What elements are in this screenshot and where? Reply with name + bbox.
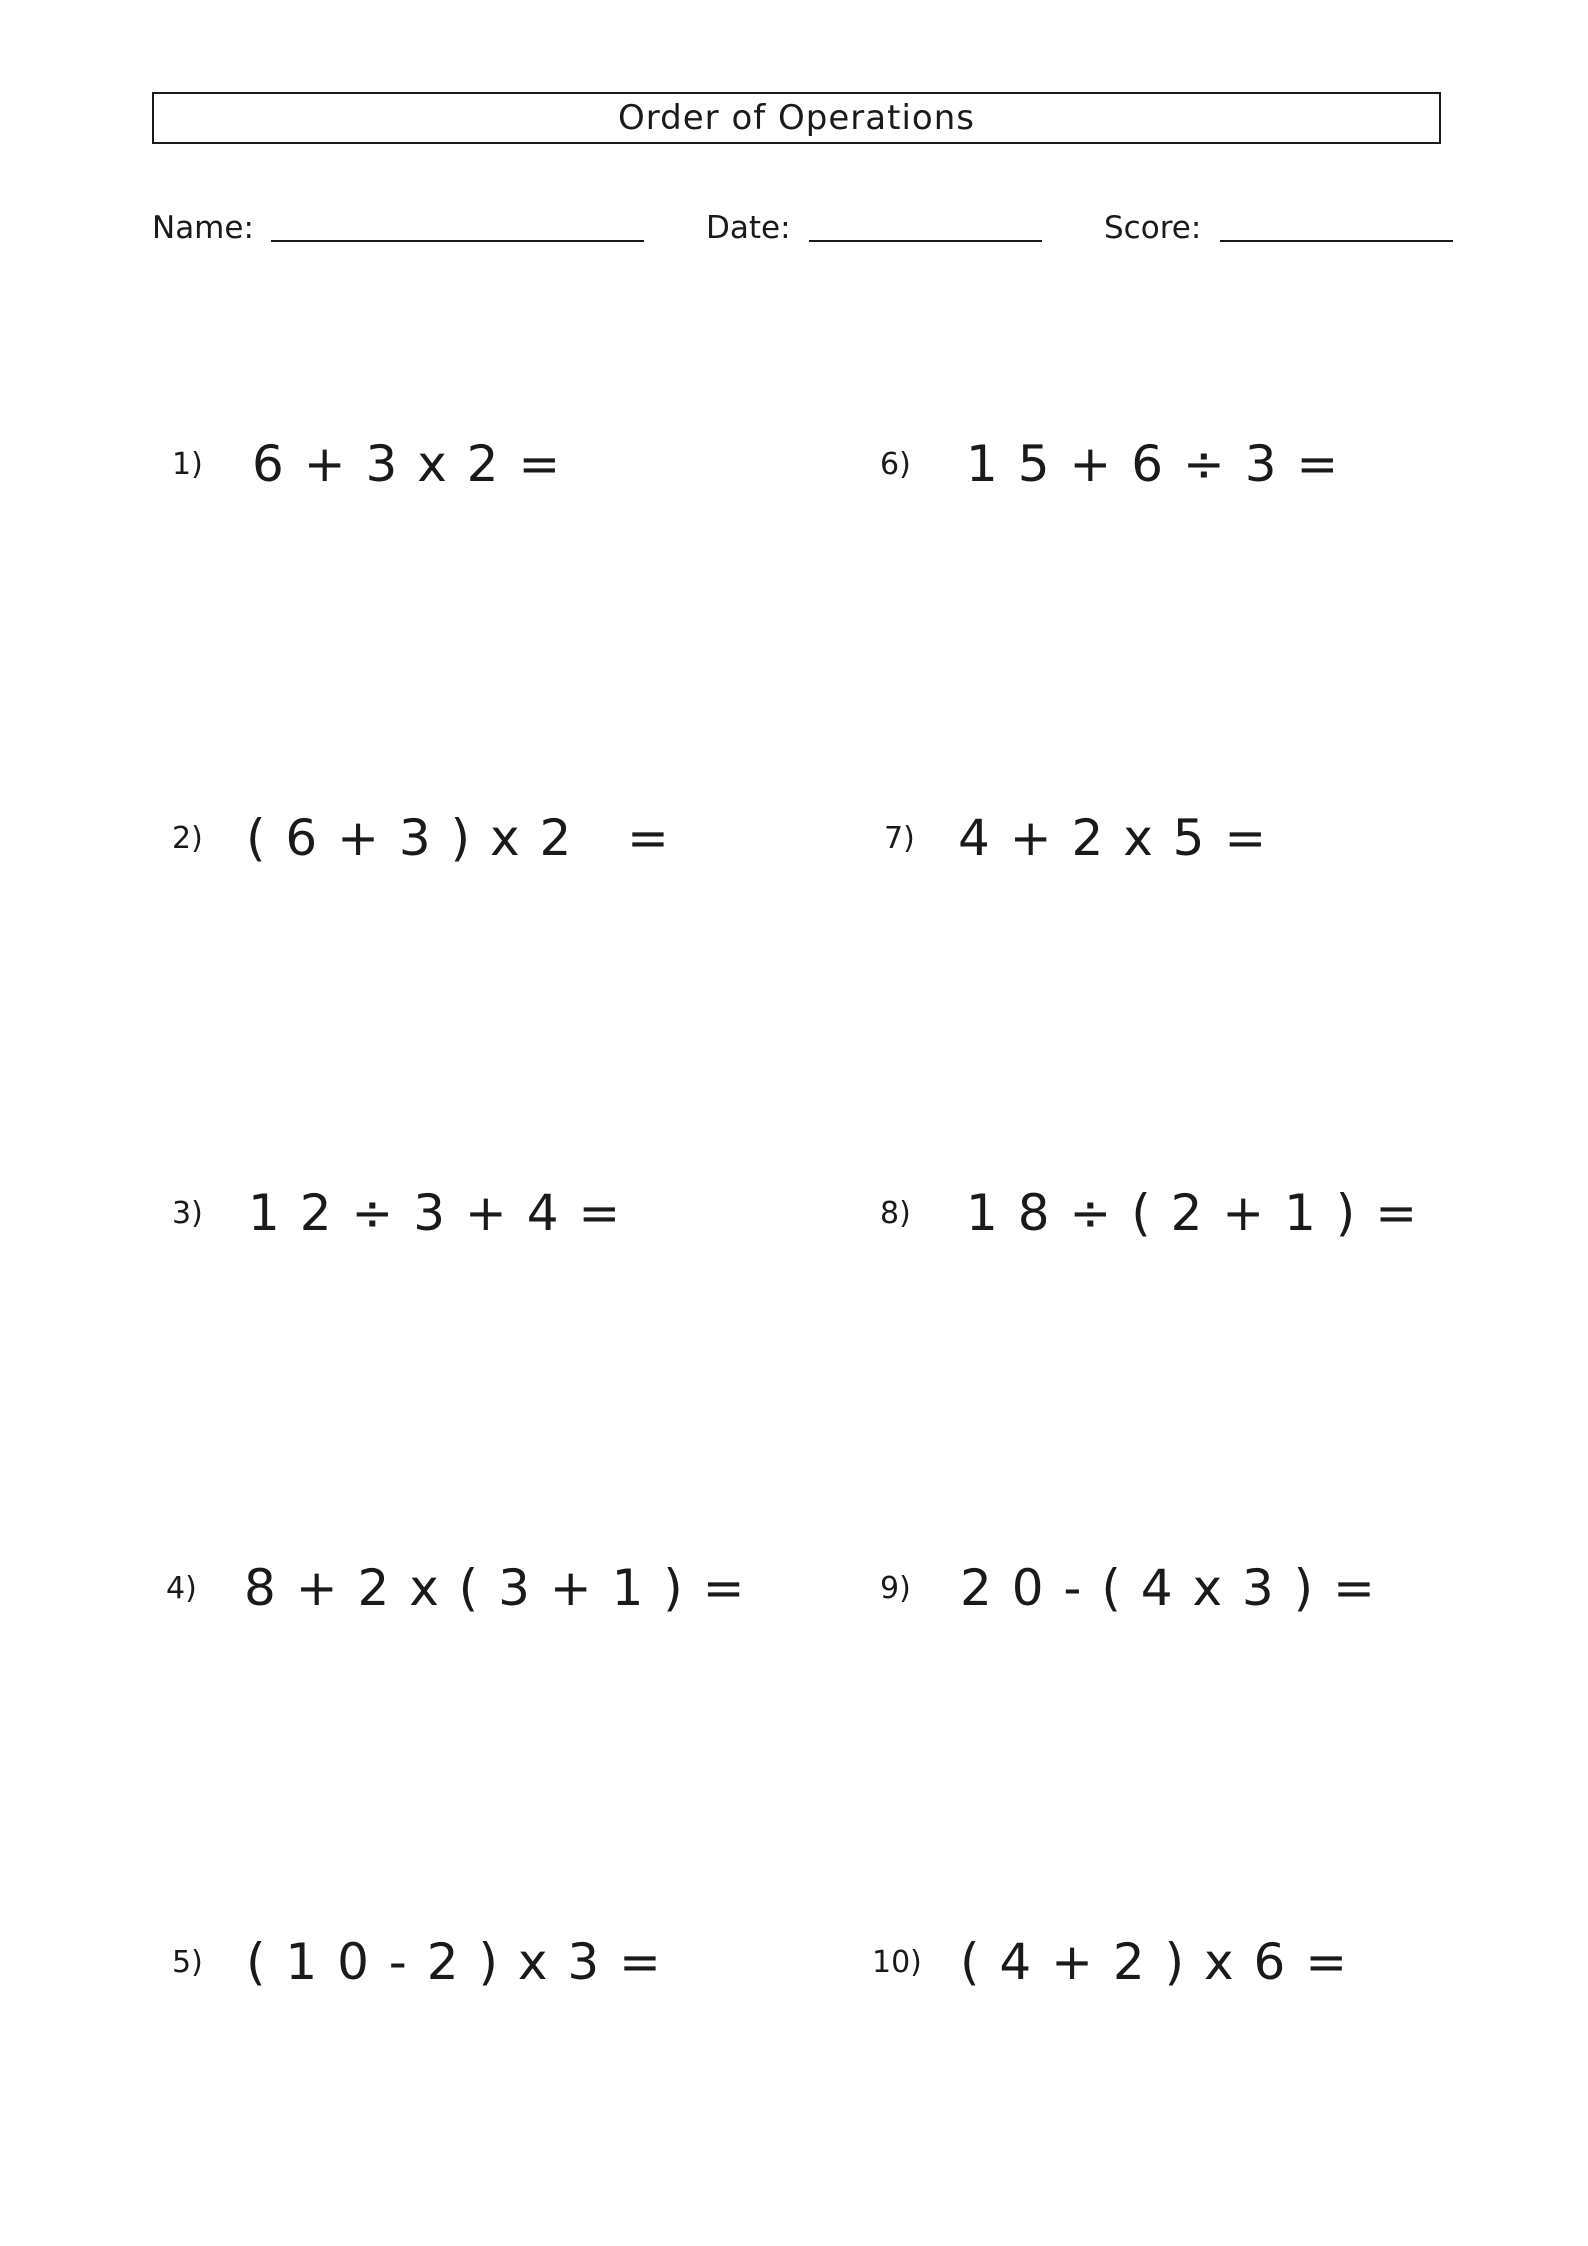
problem-expression: 4 + 2 x 5 = xyxy=(958,809,1269,867)
score-answer-line[interactable] xyxy=(1220,240,1453,242)
problem-number: 1) xyxy=(172,447,203,482)
problem-expression: 1 5 + 6 ÷ 3 = xyxy=(966,435,1341,493)
problem-expression: 1 8 ÷ ( 2 + 1 ) = xyxy=(966,1184,1420,1242)
problem-number: 9) xyxy=(880,1571,911,1606)
problem-2 xyxy=(172,808,792,868)
problem-7 xyxy=(884,808,1520,868)
problem-expression: ( 1 0 - 2 ) x 3 = xyxy=(246,1933,663,1991)
problem-expression: 2 0 - ( 4 x 3 ) = xyxy=(960,1559,1377,1617)
name-label: Name: xyxy=(152,210,254,246)
problem-number: 5) xyxy=(172,1945,203,1980)
name-answer-line[interactable] xyxy=(271,240,644,242)
problem-number: 2) xyxy=(172,821,203,856)
problem-4 xyxy=(166,1558,792,1618)
problem-number: 10) xyxy=(872,1945,922,1980)
problem-expression: 6 + 3 x 2 = xyxy=(252,435,563,493)
problem-5 xyxy=(172,1932,792,1992)
score-field[interactable] xyxy=(1104,208,1453,248)
score-label: Score: xyxy=(1104,210,1202,246)
problem-expression: ( 4 + 2 ) x 6 = xyxy=(960,1933,1350,1991)
problem-number: 8) xyxy=(880,1196,911,1231)
problem-9 xyxy=(880,1558,1520,1618)
name-field[interactable] xyxy=(152,208,644,248)
problem-number: 3) xyxy=(172,1196,203,1231)
date-label: Date: xyxy=(706,210,791,246)
problem-1 xyxy=(172,434,792,494)
problem-expression: ( 6 + 3 ) x 2 = xyxy=(246,809,671,867)
problem-number: 4) xyxy=(166,1571,197,1606)
problem-number: 6) xyxy=(880,447,911,482)
date-answer-line[interactable] xyxy=(809,240,1042,242)
problem-10 xyxy=(872,1932,1520,1992)
worksheet-title: Order of Operations xyxy=(152,92,1441,144)
problem-6 xyxy=(880,434,1520,494)
problem-number: 7) xyxy=(884,821,915,856)
problem-8 xyxy=(880,1183,1520,1243)
date-field[interactable] xyxy=(706,208,1042,248)
problem-3 xyxy=(172,1183,792,1243)
problem-expression: 1 2 ÷ 3 + 4 = xyxy=(248,1184,623,1242)
problem-expression: 8 + 2 x ( 3 + 1 ) = xyxy=(244,1559,747,1617)
